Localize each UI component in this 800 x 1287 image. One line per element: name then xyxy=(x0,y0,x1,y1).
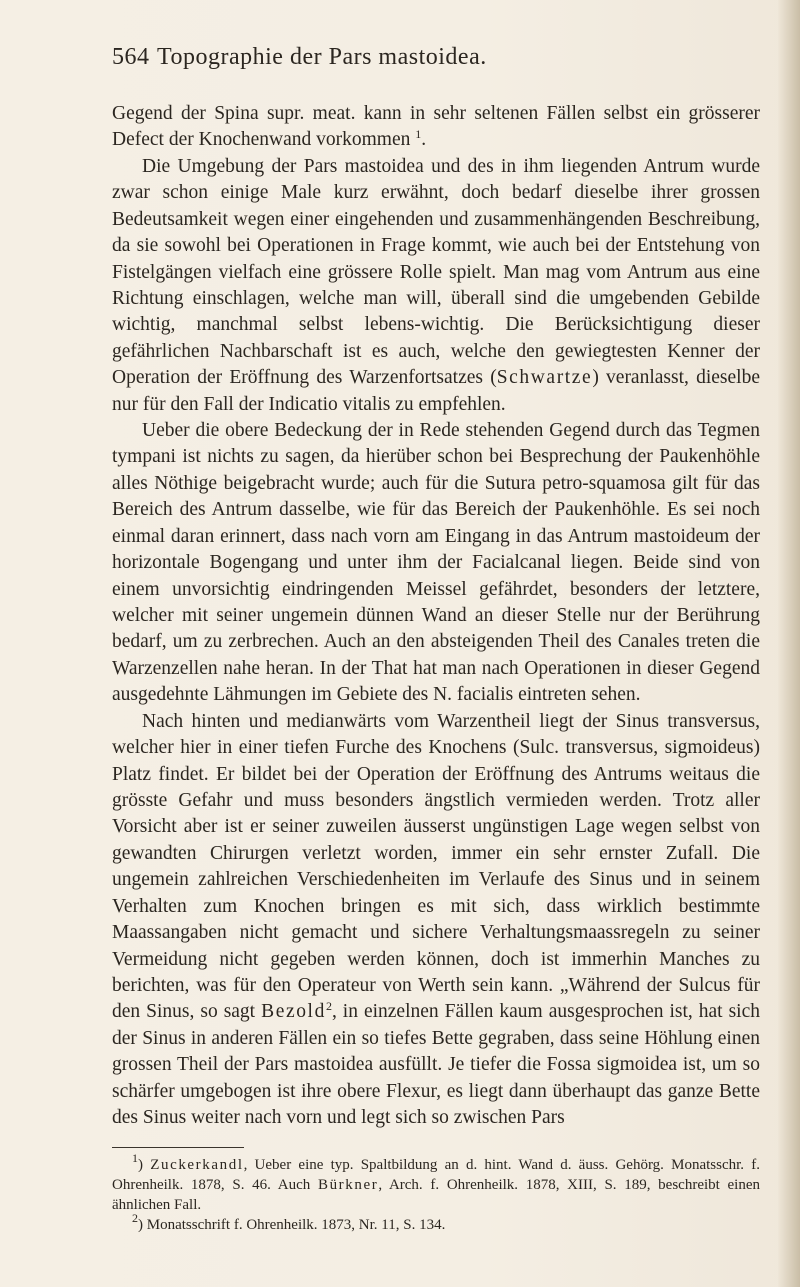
paragraph-2-text-b: ) veranlasst, dieselbe nur für den Fall der Indicatio vitalis zu empfehlen. xyxy=(112,367,760,415)
footnote-mark-2: 2 xyxy=(132,1211,138,1225)
footnote-mark-1: 1 xyxy=(132,1151,138,1165)
paragraph-4-text-b: , in einzelnen Fällen kaum ausgesprochen ist, hat sich der Sinus in anderen Fällen ein so tiefes Bette gegraben, dass seine Höhlung einen grossen Theil der Pars mastoidea ausfüllt. Je tiefer die Fossa sigmoidea ist, um so schärfer umgebogen ist ihre obere Flexur, es liegt dann überhaupt das ganze Bette des Sinus weiter nach vorn und legt sich so zwischen Pars xyxy=(112,1001,760,1129)
paragraph-1 xyxy=(112,101,760,154)
paragraph-2 xyxy=(112,154,760,418)
page-edge-shadow xyxy=(778,0,800,1287)
footnote-divider xyxy=(112,1147,244,1148)
paragraph-4 xyxy=(112,709,760,1132)
page-number: 564 xyxy=(112,44,150,70)
paragraph-1-text: Gegend der Spina supr. meat. kann in sehr seltenen Fällen selbst ein grösserer Defect der Knochenwand vorkommen xyxy=(112,103,760,151)
page-header xyxy=(112,44,760,78)
footnote-ref-2: 2 xyxy=(325,999,332,1014)
footnote-ref-1: 1 xyxy=(415,127,422,142)
paragraph-2-text-a: Die Umgebung der Pars mastoidea und des in ihm liegenden Antrum wurde zwar schon einige Male kurz erwähnt, doch bedarf dieselbe ihrer grossen Bedeutsamkeit wegen einer eingehenden und zusammenhängenden Beschreibung, da sie sowohl bei Operationen in Frage kommt, wie auch bei der Entstehung von Fistelgängen vielfach eine grössere Rolle spielt. Man mag vom Antrum aus eine Richtung einschlagen, welche man will, überall sind die umgebenden Gebilde wichtig, manchmal selbst lebens-wichtig. Die Berücksichtigung dieser gefährlichen Nachbarschaft ist es auch, welche den gewiegtesten Kenner der Operation der Eröffnung des Warzenfortsatzes ( xyxy=(112,155,760,389)
footnote-1-text-b: , Arch. f. Ohrenheilk. 1878, XIII, S. 189, beschreibt einen ähnlichen Fall. xyxy=(112,1177,761,1213)
footnote-author-zuckerkandl: Zuckerkandl xyxy=(150,1157,244,1173)
running-title: Topographie der Pars mastoidea. xyxy=(157,44,487,70)
paragraph-1-end: . xyxy=(421,129,427,151)
footnote-2-text: Monatsschrift f. Ohrenheilk. 1873, Nr. 11, S. 134. xyxy=(146,1217,446,1233)
body-text xyxy=(112,101,760,1131)
author-name-schwartze: Schwartze xyxy=(496,367,593,389)
author-name-bezold: Bezold xyxy=(261,1001,326,1023)
paragraph-3: Ueber die obere Bedeckung der in Rede stehenden Gegend durch das Tegmen tympani ist nichts zu sagen, da hierüber schon bei Besprechung der Paukenhöhle alles Nöthige beigebracht wurde; auch für die Sutura petro-squamosa gilt für das Bereich des Antrum dasselbe, wie für das Bereich der Paukenhöhle. Es sei noch einmal daran erinnert, dass nach vorn am Eingang in das Antrum mastoideum der horizontale Bogengang und unter ihm der Facialcanal liegen. Beide sind von einem unvorsichtig eindringenden Meissel gefährdet, besonders der letztere, welcher mit seiner ungemein dünnen Wand an dieser Stelle nur der Berührung bedarf, um zu zerbrechen. Auch an den absteigenden Theil des Canales treten die Warzenzellen nahe heran. In der That hat man nach Operationen in dieser Gegend ausgedehnte Lähmungen im Gebiete des N. facialis eintreten sehen. xyxy=(112,420,760,706)
footnote-1: $^1$) Zuckerkandl, Ueber eine typ. Spaltbildung an d. hint. Wand d. äuss. Gehörg. Monatsschr. f. Ohrenheilk. 1878, S. 46. Auch Bürkner, Arch. f. Ohrenheilk. 1878, XIII, S. 189, beschreibt einen ähnlichen Fall. xyxy=(112,1151,761,1213)
footnote-author-buerkner: Bürkner xyxy=(317,1177,379,1193)
footnote-1-text: , Ueber eine typ. Spaltbildung an d. hint. Wand d. äuss. Gehörg. Monatsschr. f. Ohrenheilk. 1878, S. 46. Auch xyxy=(112,1157,760,1193)
footnotes xyxy=(112,1151,761,1235)
footnote-2: $^2$) Monatsschrift f. Ohrenheilk. 1873, Nr. 11, S. 134. xyxy=(132,1211,446,1233)
paragraph-4-text-a: Nach hinten und medianwärts vom Warzentheil liegt der Sinus transversus, welcher hier in einer tiefen Furche des Knochens (Sulc. transversus, sigmoideus) Platz findet. Er bildet bei der Operation der Eröffnung des Antrums weitaus die grösste Gefahr und muss besonders ängstlich vermieden werden. Trotz aller Vorsicht aber ist er seiner zuweilen äusserst ungünstigen Lage wegen selbst von gewandten Chirurgen verletzt worden, immer ein sehr ernster Zufall. Die ungemein zahlreichen Verschiedenheiten im Verlaufe des Sinus und in seinem Verhalten zum Knochen bringen es mit sich, dass wirklich bestimmte Maassangaben nicht gemacht und sichere Verhaltungsmaassregeln zu seiner Vermeidung nicht gegeben werden können, doch ist immerhin Manches zu berichten, was für den Operateur von Werth sein kann. „Während der Sulcus für den Sinus, so sagt xyxy=(112,710,760,1023)
